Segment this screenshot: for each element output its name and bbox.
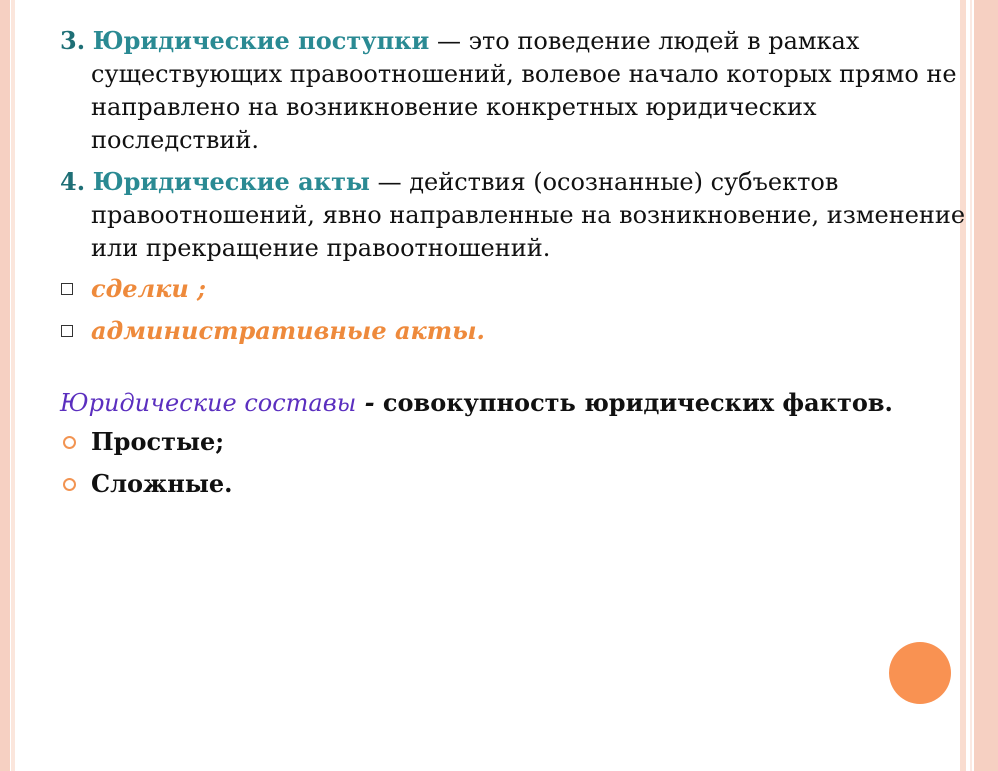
item-term: Юридические акты <box>92 167 370 196</box>
left-border-stripe <box>0 0 10 771</box>
decorative-circle-icon <box>889 642 951 704</box>
definition-legal-compositions <box>60 386 972 420</box>
ring-bullet-icon <box>63 478 76 491</box>
subitem-deals <box>60 268 972 310</box>
item-text: — это поведение людей в рамках существующих правоотношений, волевое начало которых прямо не направлено на возникновение конкретных юридических последствий. <box>91 27 957 154</box>
subitem-administrative-acts <box>60 310 972 352</box>
definition-dash: - <box>356 388 383 417</box>
bullet-label: Сложные. <box>91 469 233 498</box>
definition-text: совокупность юридических фактов. <box>382 388 893 417</box>
ring-bullet-icon <box>63 436 76 449</box>
item-legal-deeds <box>60 24 972 157</box>
subitem-label: сделки ; <box>91 274 207 303</box>
definition-term: Юридические составы <box>60 389 357 417</box>
right-border-stripe <box>974 0 998 771</box>
bullet-complex <box>60 463 972 505</box>
item-number: 4. <box>60 167 86 196</box>
square-bullet-icon <box>61 325 73 337</box>
bullet-simple <box>60 421 972 463</box>
bullet-label: Простые; <box>91 427 225 456</box>
left-border-stripe-thin <box>11 0 15 771</box>
item-legal-acts <box>60 165 972 265</box>
item-number: 3. <box>60 26 86 55</box>
slide-content <box>60 24 972 505</box>
square-bullet-icon <box>61 283 73 295</box>
item-term: Юридические поступки <box>92 26 430 55</box>
subitem-label: административные акты. <box>91 316 485 345</box>
item-text: — действия (осознанные) субъектов правоотношений, явно направленные на возникновение, изменение или прекращение правоотношений. <box>91 168 966 262</box>
